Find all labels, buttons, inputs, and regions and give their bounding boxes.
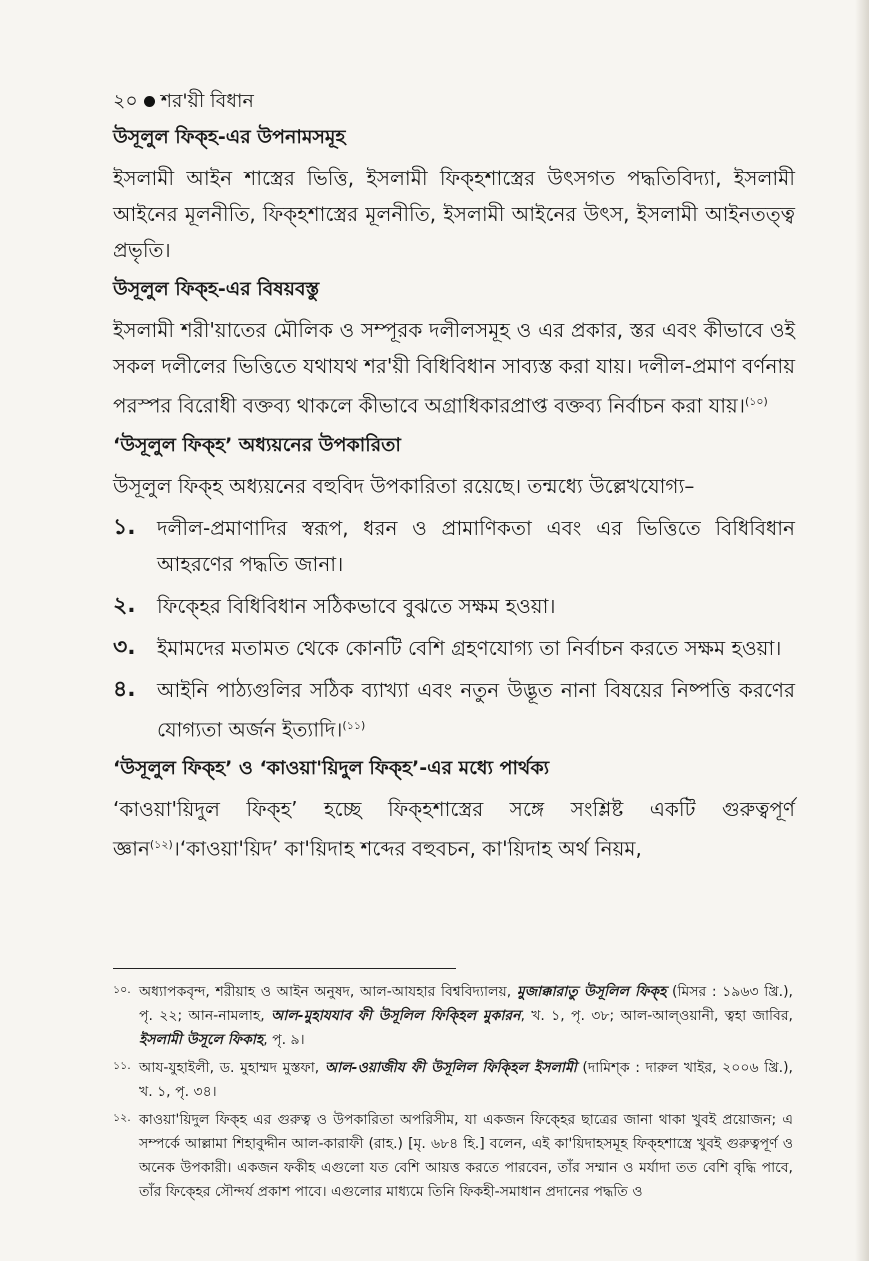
list-item-number: ৩. — [113, 634, 136, 660]
list-item-number: ১. — [113, 514, 136, 540]
section-heading-synonyms: উসূলুল ফিক্হ-এর উপনামসমূহ — [113, 126, 346, 148]
footnote-segment: (মিসর : ১৯৬৩ খ্রি.), পৃ. ২২; আন-নামলাহ, — [139, 984, 793, 1024]
list-item-body: ফিক্হের বিধিবিধান সঠিকভাবে বুঝতে সক্ষম হওয়া। — [157, 593, 556, 618]
benefits-list — [113, 510, 795, 748]
running-title: শর'য়ী বিধান — [160, 90, 254, 112]
list-item-number: ৪. — [113, 676, 136, 702]
bullet-dot-icon — [144, 96, 155, 107]
list-item — [113, 672, 795, 748]
list-item — [113, 630, 795, 666]
footnote-book-title: ইসলামী উসূলে ফিকাহ — [139, 1032, 264, 1048]
list-item-number: ২. — [113, 592, 136, 618]
footnote-text: কাওয়া'য়িদুল ফিক্হ এর গুরুত্ব ও উপকারিতা অপরিসীম, যা একজন ফিক্হের ছাত্রের জানা থাকা খুবই প্রয়োজন; এ সম্পর্কে আল্লামা শিহাবুদ্দীন আল-কারাফী (রাহ.) [মৃ. ৬৮৪ হি.] বলেন, এই কা'য়িদাহসমূহ ফিক্হশাস্ত্রে খুবই গুরুত্বপূর্ণ ও অনেক উপকারী। একজন ফকীহ এগুলো যত বেশি আয়ত্ত করতে পারবেন, তাঁর সম্মান ও মর্যাদা তত বেশি বৃদ্ধি পাবে, তাঁর ফিক্হের সৌন্দর্য প্রকাশ পাবে। এগুলোর মাধ্যমে তিনি ফিকহী-সমাধান প্রদানের পদ্ধতি ও — [139, 1112, 793, 1200]
footnote-book-title: আল-মুহাযযাব ফী উসূলিল ফিক্হিল মুকারন — [271, 1008, 521, 1024]
footnote-ref: (১২) — [149, 838, 173, 852]
footnote-book-title: আল-ওয়াজীয ফী উসূলিল ফিক্হিল ইসলামী — [324, 1060, 577, 1076]
section-heading-subject-matter: উসূলুল ফিক্হ-এর বিষয়বস্তু — [113, 278, 320, 300]
list-item-body: আইনি পাঠ্যগুলির সঠিক ব্যাখ্যা এবং নতুন উদ্ভূত নানা বিষয়ের নিষ্পত্তি করণের যোগ্যতা অর্জন ইত্যাদি। — [157, 677, 795, 742]
page-edge-shadow — [855, 0, 869, 1261]
footnote-number: ১১. — [113, 1059, 131, 1072]
main-content — [113, 86, 795, 873]
section-body-synonyms: ইসলামী আইন শাস্ত্রের ভিত্তি, ইসলামী ফিক্হশাস্ত্রের উৎসগত পদ্ধতিবিদ্যা, ইসলামী আইনের মূলনীতি, ফিক্হশাস্ত্রের মূলনীতি, ইসলামী আইনের উৎস, ইসলামী আইনতত্ত্ব প্রভৃতি। — [113, 166, 795, 262]
footnote-text — [139, 1056, 793, 1104]
footnote-segment: , খ. ১, পৃ. ৩৮; আল-আল্ওয়ানী, ত্বহা জাবির, — [520, 1008, 794, 1024]
section-intro-benefits: উসূলুল ফিক্হ অধ্যয়নের বহুবিদ উপকারিতা রয়েছে। তন্মধ্যে উল্লেখযোগ্য– — [113, 473, 695, 498]
footnote-segment: আয-যুহাইলী, ড. মুহাম্মদ মুস্তফা, — [139, 1060, 325, 1076]
footnote-text — [139, 980, 793, 1052]
footnote-item — [113, 1108, 793, 1204]
body-text: ।‘কাওয়া'য়িদ’ কা'য়িদাহ শব্দের বহুবচন, কা'য়িদাহ অর্থ নিয়ম, — [172, 836, 642, 861]
list-item-text — [157, 588, 795, 624]
footnote-number: ১২. — [113, 1111, 131, 1124]
footnote-segment: অধ্যাপকবৃন্দ, শরীয়াহ ও আইন অনুষদ, আল-আযহার বিশ্ববিদ্যালয়, — [139, 984, 517, 1000]
list-item-text — [157, 510, 795, 582]
section-body-difference — [113, 791, 795, 867]
section-body-subject-matter — [113, 312, 795, 424]
footnote-ref: (১১) — [342, 718, 366, 732]
footnote-item — [113, 1056, 793, 1104]
running-header — [113, 86, 795, 116]
list-item — [113, 510, 795, 582]
list-item — [113, 588, 795, 624]
list-item-text — [157, 630, 795, 666]
page-number: ২০ — [113, 90, 138, 112]
footnote-segment: , পৃ. ৯। — [263, 1032, 305, 1048]
footnote-segment: (দামিশ্ক : দারুল খাইর, ২০০৬ খ্রি.), খ. ১, পৃ. ৩৪। — [139, 1060, 793, 1100]
footnote-book-title: মুজাক্কারাতু উসূলিল ফিক্হ — [516, 984, 667, 1000]
section-heading-benefits: ‘উসূলুল ফিক্হ’ অধ্যয়নের উপকারিতা — [113, 433, 401, 456]
section-heading-difference: ‘উসূলুল ফিক্হ’ ও ‘কাওয়া'য়িদুল ফিক্হ’-এর মধ্যে পার্থক্য — [113, 757, 550, 780]
footnote-ref: (১০) — [744, 395, 768, 408]
list-item-body: ইমামদের মতামত থেকে কোনটি বেশি গ্রহণযোগ্য তা নির্বাচন করতে সক্ষম হওয়া। — [157, 635, 782, 660]
body-text: ‘কাওয়া'য়িদুল ফিক্হ’ হচ্ছে ফিক্হশাস্ত্রের সঙ্গে সংশ্লিষ্ট একটি গুরুত্বপূর্ণ জ্ঞান — [113, 797, 795, 861]
footnotes — [113, 980, 793, 1208]
footnote-item — [113, 980, 793, 1052]
list-item-text — [157, 672, 795, 748]
list-item-body: দলীল-প্রমাণাদির স্বরূপ, ধরন ও প্রামাণিকতা এবং এর ভিত্তিতে বিধিবিধান আহরণের পদ্ধতি জানা। — [157, 515, 795, 576]
footnote-number: ১০. — [113, 983, 131, 996]
footnote-divider — [113, 968, 456, 969]
body-text: ইসলামী শরী'য়াতের মৌলিক ও সম্পূরক দলীলসমূহ ও এর প্রকার, স্তর এবং কীভাবে ওই সকল দলীলের ভিত্তিতে যথাযথ শর'য়ী বিধিবিধান সাব্যস্ত করা যায়। দলীল-প্রমাণ বর্ণনায় পরস্পর বিরোধী বক্তব্য থাকলে কীভাবে অগ্রাধিকারপ্রাপ্ত বক্তব্য নির্বাচন করা যায়। — [113, 318, 795, 418]
